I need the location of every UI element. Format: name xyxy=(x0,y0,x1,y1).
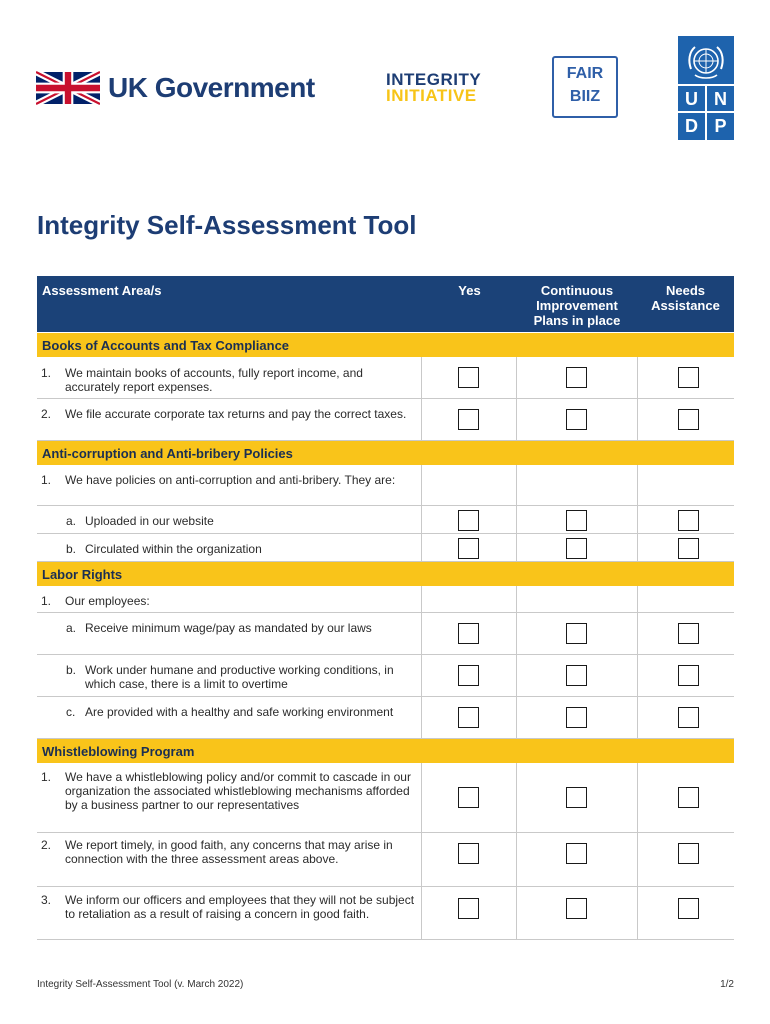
union-jack-flag-icon xyxy=(36,70,100,106)
checkbox-continuous-improvement[interactable] xyxy=(566,510,587,531)
undp-letter-n: N xyxy=(714,89,727,109)
checkbox-needs-assistance[interactable] xyxy=(678,707,699,728)
column-divider xyxy=(516,613,517,654)
checkbox-yes[interactable] xyxy=(458,843,479,864)
fair-biz-line-2: BIIZ xyxy=(569,88,601,105)
sub-item-letter: c. xyxy=(66,705,76,719)
header-needs-assistance xyxy=(637,283,734,313)
section-header xyxy=(37,739,734,763)
uk-government-logo xyxy=(36,70,315,106)
column-divider xyxy=(516,887,517,939)
row-text: We have policies on anti-corruption and anti-bribery. They are: xyxy=(65,473,396,487)
column-divider xyxy=(421,586,422,612)
column-divider xyxy=(516,655,517,696)
checkbox-yes[interactable] xyxy=(458,787,479,808)
checkbox-continuous-improvement[interactable] xyxy=(566,409,587,430)
checkbox-yes[interactable] xyxy=(458,538,479,559)
column-divider xyxy=(516,465,517,505)
table-row xyxy=(37,465,734,506)
section-header xyxy=(37,562,734,586)
checkbox-yes[interactable] xyxy=(458,665,479,686)
row-number: 3. xyxy=(41,893,52,907)
row-text: We report timely, in good faith, any concerns that may arise in connection with the three assessment areas above. xyxy=(65,838,393,866)
section-label: Books of Accounts and Tax Compliance xyxy=(42,338,290,353)
section-header xyxy=(37,441,734,465)
column-divider xyxy=(637,534,638,561)
column-divider xyxy=(516,763,517,832)
header-continuous-line: Plans in place xyxy=(533,313,621,328)
column-divider xyxy=(637,613,638,654)
table-row xyxy=(37,399,734,441)
table-row xyxy=(37,697,734,739)
row-number: 1. xyxy=(41,366,52,380)
column-divider xyxy=(421,763,422,832)
checkbox-continuous-improvement[interactable] xyxy=(566,538,587,559)
column-divider xyxy=(637,833,638,886)
section-label: Whistleblowing Program xyxy=(42,744,195,759)
section-label: Anti-corruption and Anti-bribery Policies xyxy=(42,446,293,461)
header-continuous-line: Continuous xyxy=(540,283,614,298)
fair-biz-logo xyxy=(552,56,618,118)
fair-biz-line-1: FAIR xyxy=(566,65,604,82)
undp-logo xyxy=(678,36,734,140)
table-row xyxy=(37,586,734,613)
sub-item-text: Uploaded in our website xyxy=(85,514,214,528)
table-row xyxy=(37,887,734,940)
header-assessment-area: Assessment Area/s xyxy=(42,283,162,298)
checkbox-continuous-improvement[interactable] xyxy=(566,787,587,808)
header-continuous-improvement xyxy=(517,283,637,328)
sub-item-letter: a. xyxy=(66,514,77,528)
checkbox-needs-assistance[interactable] xyxy=(678,787,699,808)
checkbox-yes[interactable] xyxy=(458,367,479,388)
row-text: We maintain books of accounts, fully report income, and accurately report expenses. xyxy=(65,366,363,394)
header-needs-line: Assistance xyxy=(651,298,720,313)
row-text: Our employees: xyxy=(65,594,150,608)
column-divider xyxy=(421,655,422,696)
row-number: 1. xyxy=(41,473,52,487)
row-number: 1. xyxy=(41,594,52,608)
undp-letter-u: U xyxy=(685,89,698,109)
checkbox-needs-assistance[interactable] xyxy=(678,367,699,388)
checkbox-yes[interactable] xyxy=(458,623,479,644)
header-continuous-line: Improvement xyxy=(536,298,618,313)
column-divider xyxy=(637,887,638,939)
undp-letter-d: D xyxy=(685,116,698,136)
sub-item-letter: b. xyxy=(66,663,77,677)
checkbox-yes[interactable] xyxy=(458,707,479,728)
header-needs-line: Needs xyxy=(665,283,706,298)
logo-row xyxy=(0,0,770,150)
sub-item-letter: b. xyxy=(66,542,77,556)
sub-item-text: Are provided with a healthy and safe working environment xyxy=(85,705,394,719)
table-row xyxy=(37,613,734,655)
column-divider xyxy=(637,357,638,398)
table-header xyxy=(37,276,734,332)
page-title: Integrity Self-Assessment Tool xyxy=(37,210,417,240)
checkbox-needs-assistance[interactable] xyxy=(678,409,699,430)
column-divider xyxy=(637,697,638,738)
column-divider xyxy=(516,506,517,533)
footer-document-label: Integrity Self-Assessment Tool (v. March 2022) xyxy=(37,979,244,990)
column-divider xyxy=(637,465,638,505)
footer-page-number: 1/2 xyxy=(720,979,734,990)
table-row xyxy=(37,357,734,399)
column-divider xyxy=(516,697,517,738)
column-divider xyxy=(637,399,638,440)
sub-item-text: Circulated within the organization xyxy=(85,542,262,556)
row-number: 2. xyxy=(41,407,52,421)
uk-government-wordmark: UK Government xyxy=(108,72,315,103)
checkbox-needs-assistance[interactable] xyxy=(678,538,699,559)
table-row xyxy=(37,534,734,562)
column-divider xyxy=(637,763,638,832)
column-divider xyxy=(516,833,517,886)
sub-item-text: Receive minimum wage/pay as mandated by our laws xyxy=(85,621,372,635)
column-divider xyxy=(421,833,422,886)
column-divider xyxy=(516,399,517,440)
section-label: Labor Rights xyxy=(42,567,123,582)
checkbox-continuous-improvement[interactable] xyxy=(566,623,587,644)
integrity-wordmark: INTEGRITY xyxy=(386,70,482,89)
checkbox-needs-assistance[interactable] xyxy=(678,510,699,531)
initiative-wordmark: INITIATIVE xyxy=(386,86,477,105)
checkbox-needs-assistance[interactable] xyxy=(678,898,699,919)
column-divider xyxy=(516,586,517,612)
checkbox-continuous-improvement[interactable] xyxy=(566,707,587,728)
checkbox-continuous-improvement[interactable] xyxy=(566,665,587,686)
table-row xyxy=(37,833,734,887)
column-divider xyxy=(421,399,422,440)
column-divider xyxy=(516,534,517,561)
checkbox-needs-assistance[interactable] xyxy=(678,623,699,644)
checkbox-continuous-improvement[interactable] xyxy=(566,843,587,864)
table-row xyxy=(37,763,734,833)
column-divider xyxy=(421,697,422,738)
checkbox-yes[interactable] xyxy=(458,409,479,430)
column-divider xyxy=(637,506,638,533)
checkbox-needs-assistance[interactable] xyxy=(678,843,699,864)
checkbox-continuous-improvement[interactable] xyxy=(566,898,587,919)
row-text: We inform our officers and employees that they will not be subject to retaliation as a result of raising a concern in good faith. xyxy=(65,893,415,921)
row-text: We have a whistleblowing policy and/or commit to cascade in our organization the associated whistleblowing mechanisms afforded by a business partner to our representatives xyxy=(65,770,411,812)
column-divider xyxy=(421,534,422,561)
column-divider xyxy=(637,655,638,696)
column-divider xyxy=(421,887,422,939)
row-number: 1. xyxy=(41,770,52,784)
undp-letter-p: P xyxy=(714,116,727,136)
un-emblem-icon xyxy=(682,39,730,83)
column-divider xyxy=(421,465,422,505)
checkbox-yes[interactable] xyxy=(458,510,479,531)
column-divider xyxy=(421,357,422,398)
integrity-initiative-logo xyxy=(386,72,502,104)
row-number: 2. xyxy=(41,838,52,852)
column-divider xyxy=(637,586,638,612)
checkbox-continuous-improvement[interactable] xyxy=(566,367,587,388)
row-text: We file accurate corporate tax returns and pay the correct taxes. xyxy=(65,407,407,421)
table-row xyxy=(37,506,734,534)
header-yes: Yes xyxy=(458,283,481,298)
sub-item-letter: a. xyxy=(66,621,77,635)
column-divider xyxy=(516,357,517,398)
sub-item-text: Work under humane and productive working conditions, in which case, there is a limit to overtime xyxy=(85,663,394,691)
checkbox-needs-assistance[interactable] xyxy=(678,665,699,686)
column-divider xyxy=(421,506,422,533)
table-row xyxy=(37,655,734,697)
section-header xyxy=(37,333,734,357)
column-divider xyxy=(421,613,422,654)
checkbox-yes[interactable] xyxy=(458,898,479,919)
